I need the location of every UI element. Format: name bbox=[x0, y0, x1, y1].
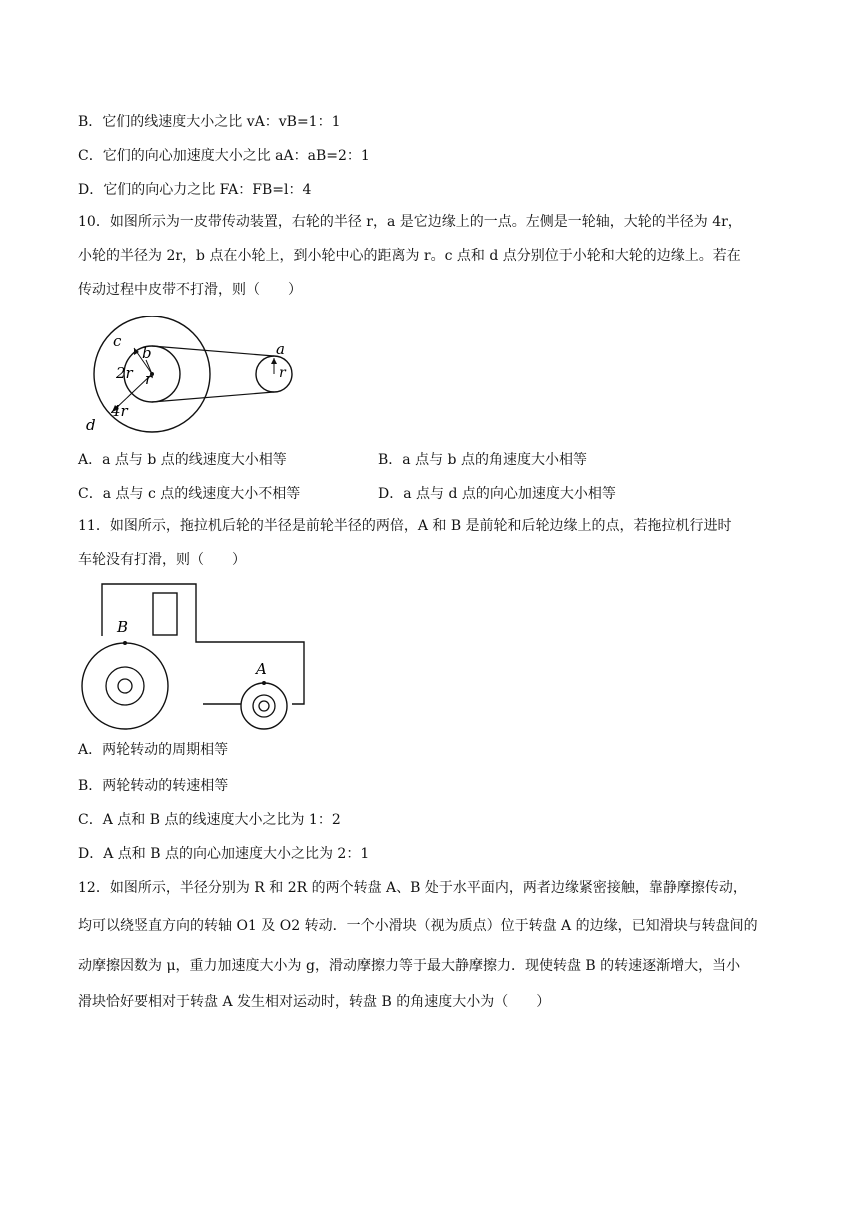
label-r-small: r bbox=[145, 370, 153, 388]
label-a: a bbox=[276, 340, 285, 358]
label-r-right: r bbox=[279, 365, 286, 381]
point-b-dot bbox=[123, 641, 127, 645]
label-d: d bbox=[86, 416, 96, 434]
label-4r: 4r bbox=[111, 402, 128, 420]
label-B: B bbox=[117, 618, 129, 636]
q12-stem-line-4: 滑块恰好要相对于转盘 A 发生相对运动时，转盘 B 的角速度大小为（ ） bbox=[78, 994, 551, 1010]
point-a-dot bbox=[262, 681, 266, 685]
q10-stem-line-2: 小轮的半径为 2r，b 点在小轮上，到小轮中心的距离为 r。c 点和 d 点分别位于小轮和大轮的边缘上。若在 bbox=[78, 248, 741, 264]
q10-stem-line-1: 10．如图所示为一皮带传动装置，右轮的半径 r，a 是它边缘上的一点。左侧是一轮轴，大轮的半径为 4r， bbox=[78, 214, 742, 230]
q10-option-a: A．a 点与 b 点的线速度大小相等 bbox=[78, 452, 287, 468]
belt-bottom bbox=[152, 392, 274, 402]
q10-option-d: D．a 点与 d 点的向心加速度大小相等 bbox=[378, 486, 616, 502]
q11-stem-line-2: 车轮没有打滑，则（ ） bbox=[78, 552, 246, 568]
q11-stem-line-1: 11．如图所示，拖拉机后轮的半径是前轮半径的两倍，A 和 B 是前轮和后轮边缘上的点，若拖拉机行进时 bbox=[78, 518, 732, 534]
q9-option-d: D．它们的向心力之比 FA：FB=l：4 bbox=[78, 182, 312, 198]
q9-option-b: B．它们的线速度大小之比 vA：vB=1：1 bbox=[78, 114, 341, 130]
belt-top bbox=[152, 346, 274, 356]
rear-wheel bbox=[82, 643, 168, 729]
label-2r: 2r bbox=[116, 364, 133, 382]
label-c: c bbox=[113, 332, 122, 350]
q10-stem-line-3: 传动过程中皮带不打滑，则（ ） bbox=[78, 282, 302, 298]
q11-tractor-figure bbox=[80, 580, 312, 730]
tractor-window bbox=[153, 593, 177, 635]
q10-belt-drive-figure bbox=[76, 316, 306, 436]
q10-option-c: C．a 点与 c 点的线速度大小不相等 bbox=[78, 486, 301, 502]
q12-stem-line-1: 12．如图所示，半径分别为 R 和 2R 的两个转盘 A、B 处于水平面内，两者边缘紧密接触，靠静摩擦传动， bbox=[78, 880, 747, 896]
q11-option-b: B．两轮转动的转速相等 bbox=[78, 778, 229, 794]
q12-stem-line-3: 动摩擦因数为 μ，重力加速度大小为 g，滑动摩擦力等于最大静摩擦力．现使转盘 B 的转速逐渐增大，当小 bbox=[78, 958, 741, 974]
q11-option-d: D．A 点和 B 点的向心加速度大小之比为 2：1 bbox=[78, 846, 370, 862]
label-b: b bbox=[142, 344, 152, 362]
q11-option-a: A．两轮转动的周期相等 bbox=[78, 742, 229, 758]
label-A: A bbox=[256, 660, 267, 678]
front-wheel bbox=[241, 683, 287, 729]
q11-option-c: C．A 点和 B 点的线速度大小之比为 1：2 bbox=[78, 812, 341, 828]
q9-option-c: C．它们的向心加速度大小之比 aA：aB=2：1 bbox=[78, 148, 370, 164]
q12-stem-line-2: 均可以绕竖直方向的转轴 O1 及 O2 转动．一个小滑块（视为质点）位于转盘 A 的边缘，已知滑块与转盘间的 bbox=[78, 918, 758, 934]
q10-option-b: B．a 点与 b 点的角速度大小相等 bbox=[378, 452, 587, 468]
